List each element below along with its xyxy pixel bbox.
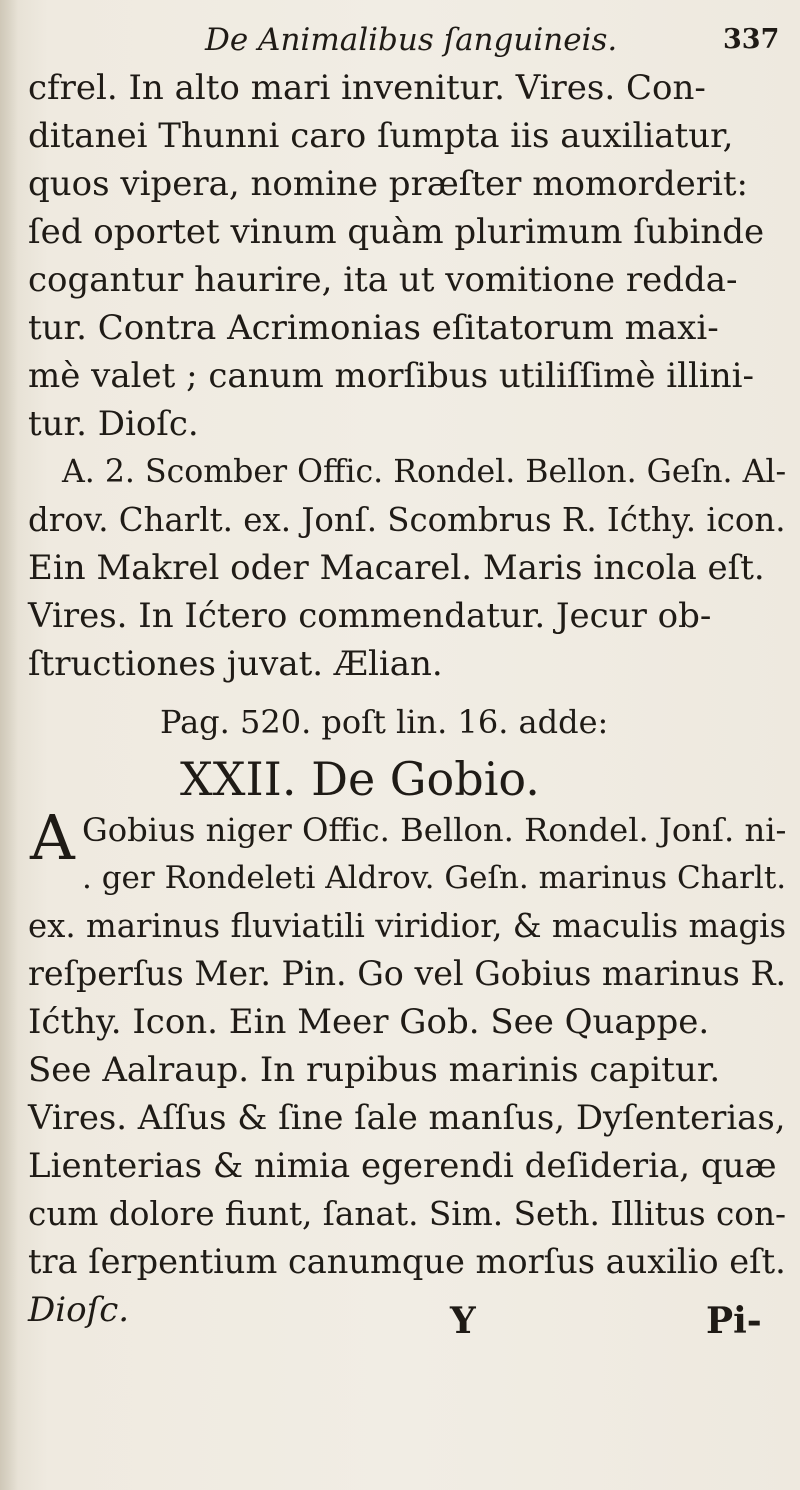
text-line: tur. Dioſc. <box>28 404 199 444</box>
text-line: quos vipera, nomine præſter momorderit: <box>28 164 749 204</box>
section-heading: XXII. De Gobio. <box>180 752 540 806</box>
text-line: A. 2. Scomber Offic. Rondel. Bellon. Geſn. Al- <box>62 454 787 490</box>
signature-mark: Y <box>450 1300 476 1342</box>
text-line: cfrel. In alto mari invenitur. Vires. Con- <box>28 68 706 108</box>
text-line: mè valet ; canum morſibus utiliſſimè illini- <box>28 356 755 396</box>
text-line: Dioſc. <box>28 1290 130 1330</box>
text-line: Vires. In Ićtero commendatur. Jecur ob- <box>28 596 712 636</box>
text-line: Pag. 520. poſt lin. 16. adde: <box>160 703 609 741</box>
text-line: Gobius niger Offic. Bellon. Rondel. Jonſ. ni- <box>82 811 787 849</box>
text-line: Lienterias & nimia egerendi deſideria, quæ <box>28 1146 777 1186</box>
text-line: cum dolore fiunt, ſanat. Sim. Seth. Illitus con- <box>28 1195 787 1233</box>
text-line: . ger Rondeleti Aldrov. Geſn. marinus Charlt. <box>82 860 787 896</box>
text-line: reſperſus Mer. Pin. Go vel Gobius marinus R. <box>28 954 787 993</box>
text-line: ex. marinus fluviatili viridior, & maculis magis <box>28 907 787 945</box>
text-line: Ein Makrel oder Macarel. Maris incola eſt. <box>28 548 765 588</box>
text-line: ditanei Thunni caro ſumpta iis auxiliatur, <box>28 116 734 156</box>
text-line: ſtructiones juvat. Ælian. <box>28 644 443 684</box>
catchword: Pi- <box>706 1300 762 1342</box>
text-line: See Aalraup. In rupibus marinis capitur. <box>28 1050 721 1090</box>
running-head: De Animalibus ſanguineis. <box>205 22 618 58</box>
text-line: ſed oportet vinum quàm plurimum ſubinde <box>28 212 765 252</box>
text-line: drov. Charlt. ex. Jonſ. Scombrus R. Ićthy. icon. <box>28 501 786 539</box>
text-line: tra ſerpentium canumque morſus auxilio eſt. <box>28 1242 786 1281</box>
text-line: tur. Contra Acrimonias eſitatorum maxi- <box>28 308 719 348</box>
text-line: Ićthy. Icon. Ein Meer Gob. See Quappe. <box>28 1002 710 1042</box>
page-number: 337 <box>723 24 780 55</box>
text-line: cogantur haurire, ita ut vomitione redda- <box>28 260 738 300</box>
page-edge-shadow <box>0 0 18 1490</box>
drop-cap: A <box>30 801 75 874</box>
text-line: Vires. Aſſus & ſine ſale manſus, Dyſenterias, <box>28 1098 786 1137</box>
